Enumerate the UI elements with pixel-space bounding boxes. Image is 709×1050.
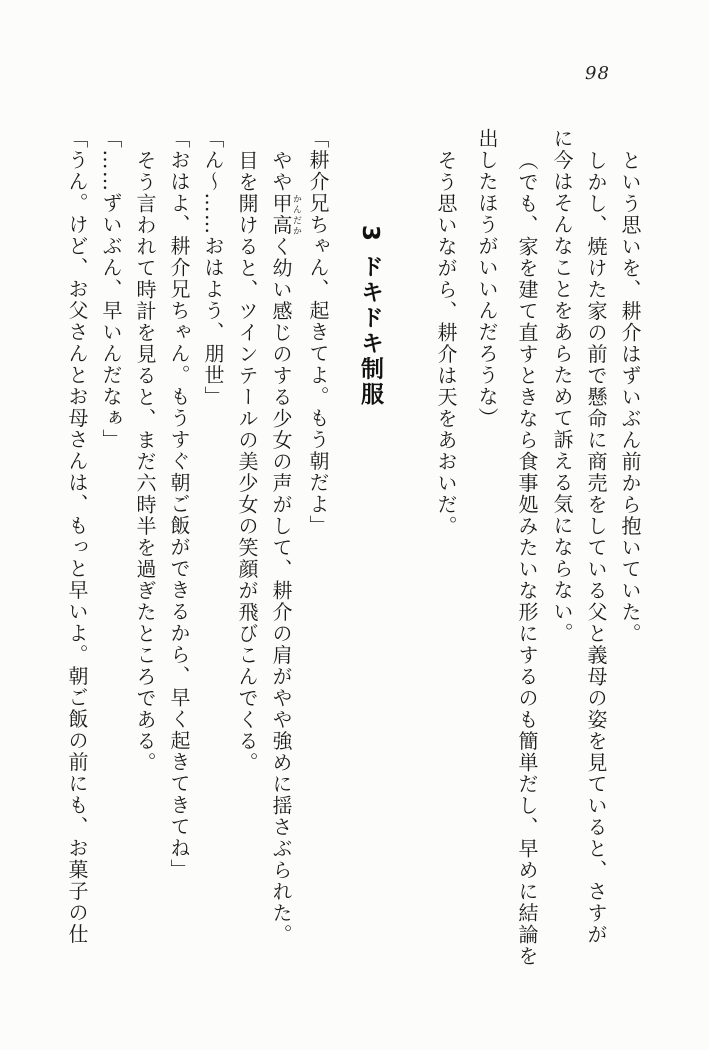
furigana-annotation (269, 192, 301, 236)
text-column-with-ruby (264, 128, 301, 960)
ruby-post-text: く幼い感じのする少女の声がして、耕介の肩がやや強めに揺さぶられた。 (269, 235, 293, 945)
ruby-pre-text: やや (269, 149, 293, 193)
text-column: という思いを、耕介はずいぶん前から抱いていた。 (618, 149, 642, 644)
ruby-reading-text: かんだか (291, 192, 301, 236)
text-column: しかし、焼けた家の前で懸命に商売をしている父と義母の姿を見ていると、さすが (584, 149, 608, 945)
text-column: 出したほうがいいんだろうな） (475, 128, 499, 429)
text-column: に今はそんなことをあらためて訴える気にならない。 (550, 128, 574, 644)
text-column: 「ん〜……おはよう、朋世」 (201, 128, 225, 408)
text-column: 「うん。けど、お父さんとお母さんは、もっと早いよ。朝ご飯の前にも、お菓子の仕 (65, 128, 89, 945)
page-number: 98 (585, 63, 610, 84)
page-text-body (60, 128, 647, 967)
text-column: 「おはよ、耕介兄ちゃん。もうすぐ朝ご飯ができるから、早く起きてきてね」 (167, 128, 191, 881)
text-column: （でも、家を建て直すときなら食事処みたいな形にするのも簡単だし、早めに結論を (515, 149, 539, 967)
text-column: 「耕介兄ちゃん、起きてよ。もう朝だよ」 (306, 128, 330, 537)
text-column: 目を開けると、ツインテールの美少女の笑顔が飛びこんでくる。 (235, 149, 259, 773)
text-column: そう言われて時計を見ると、まだ六時半を過ぎたところである。 (133, 149, 157, 773)
text-column: そう思いながら、耕介は天をあおいだ。 (434, 149, 458, 537)
chapter-heading: 3 ドキドキ制服 (357, 225, 383, 408)
text-column: 「……ずいぶん、早いんだなぁ」 (99, 128, 123, 451)
ruby-base-text: 甲高 (269, 192, 293, 236)
